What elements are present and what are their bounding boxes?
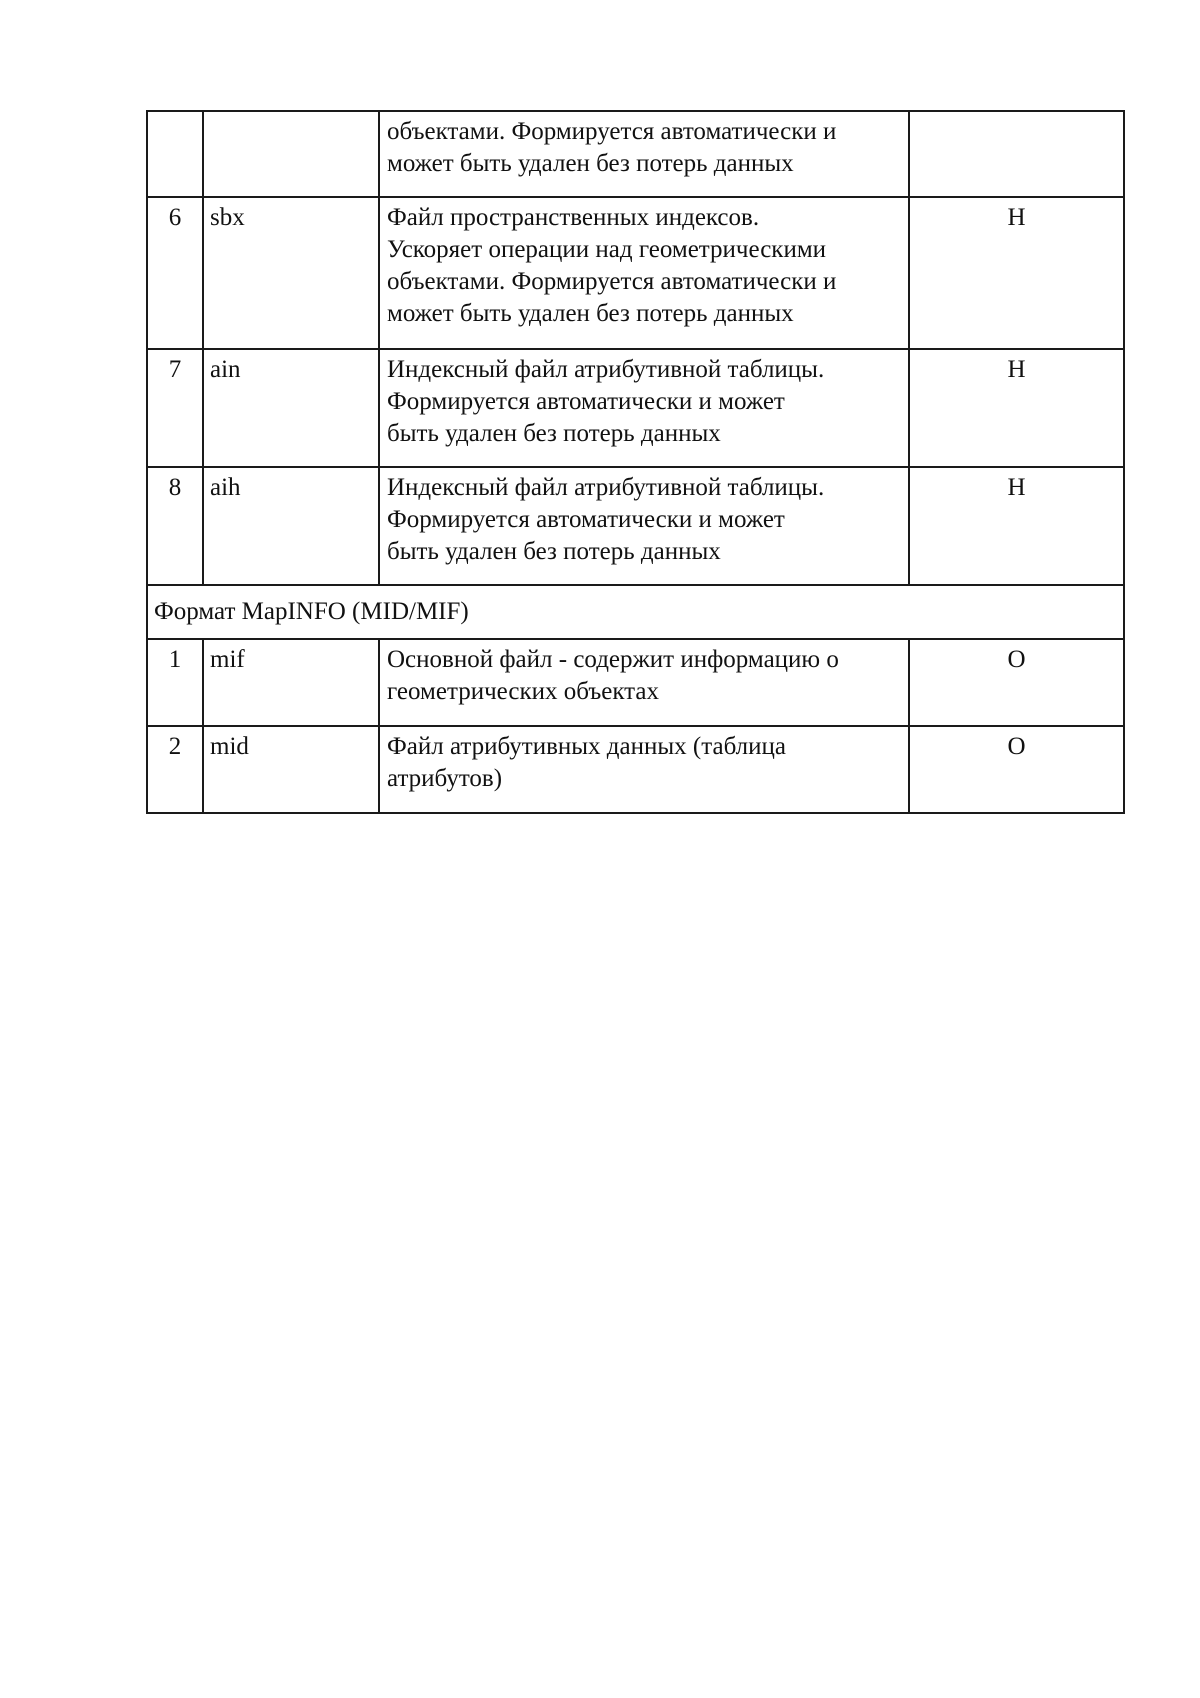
row-number-cell: 1 bbox=[147, 639, 203, 726]
file-extension-cell: mif bbox=[203, 639, 379, 726]
requirement-cell: Н bbox=[909, 349, 1124, 467]
file-extension-cell: mid bbox=[203, 726, 379, 813]
table-row-continuation bbox=[147, 111, 1124, 197]
file-extension-cell: ain bbox=[203, 349, 379, 467]
file-extension-cell: aih bbox=[203, 467, 379, 585]
file-extension-cell: sbx bbox=[203, 197, 379, 349]
file-description-text: Индексный файл атрибутивной таблицы. Формируется автоматически и может быть удален без потерь данных bbox=[387, 356, 825, 447]
file-description-text: Файл пространственных индексов. Ускоряет операции над геометрическими объектами. Формируется автоматически и может быть удален без потерь данных bbox=[387, 204, 837, 327]
requirement-cell bbox=[909, 111, 1124, 197]
section-heading: Формат MapINFO (MID/MIF) bbox=[147, 585, 1124, 639]
file-description-cell bbox=[379, 639, 909, 726]
row-number-cell: 8 bbox=[147, 467, 203, 585]
file-description-cell bbox=[379, 726, 909, 813]
file-description-cell bbox=[379, 467, 909, 585]
file-description-cell bbox=[379, 111, 909, 197]
requirement-cell: Н bbox=[909, 197, 1124, 349]
file-description-cell bbox=[379, 197, 909, 349]
requirement-cell: Н bbox=[909, 467, 1124, 585]
file-format-table bbox=[146, 110, 1125, 814]
row-number-cell: 7 bbox=[147, 349, 203, 467]
file-extension-cell bbox=[203, 111, 379, 197]
table-row bbox=[147, 726, 1124, 813]
table-row bbox=[147, 197, 1124, 349]
file-description-text: объектами. Формируется автоматически и может быть удален без потерь данных bbox=[387, 118, 837, 177]
table-row bbox=[147, 349, 1124, 467]
table-row bbox=[147, 639, 1124, 726]
file-description-text: Файл атрибутивных данных (таблица атрибутов) bbox=[387, 733, 787, 792]
requirement-cell: О bbox=[909, 726, 1124, 813]
row-number-cell: 2 bbox=[147, 726, 203, 813]
file-description-text: Основной файл - содержит информацию о геометрических объектах bbox=[387, 646, 839, 705]
row-number-cell: 6 bbox=[147, 197, 203, 349]
file-description-text: Индексный файл атрибутивной таблицы. Формируется автоматически и может быть удален без потерь данных bbox=[387, 474, 825, 565]
row-number-cell bbox=[147, 111, 203, 197]
file-description-cell bbox=[379, 349, 909, 467]
section-heading-row bbox=[147, 585, 1124, 639]
requirement-cell: О bbox=[909, 639, 1124, 726]
table-row bbox=[147, 467, 1124, 585]
